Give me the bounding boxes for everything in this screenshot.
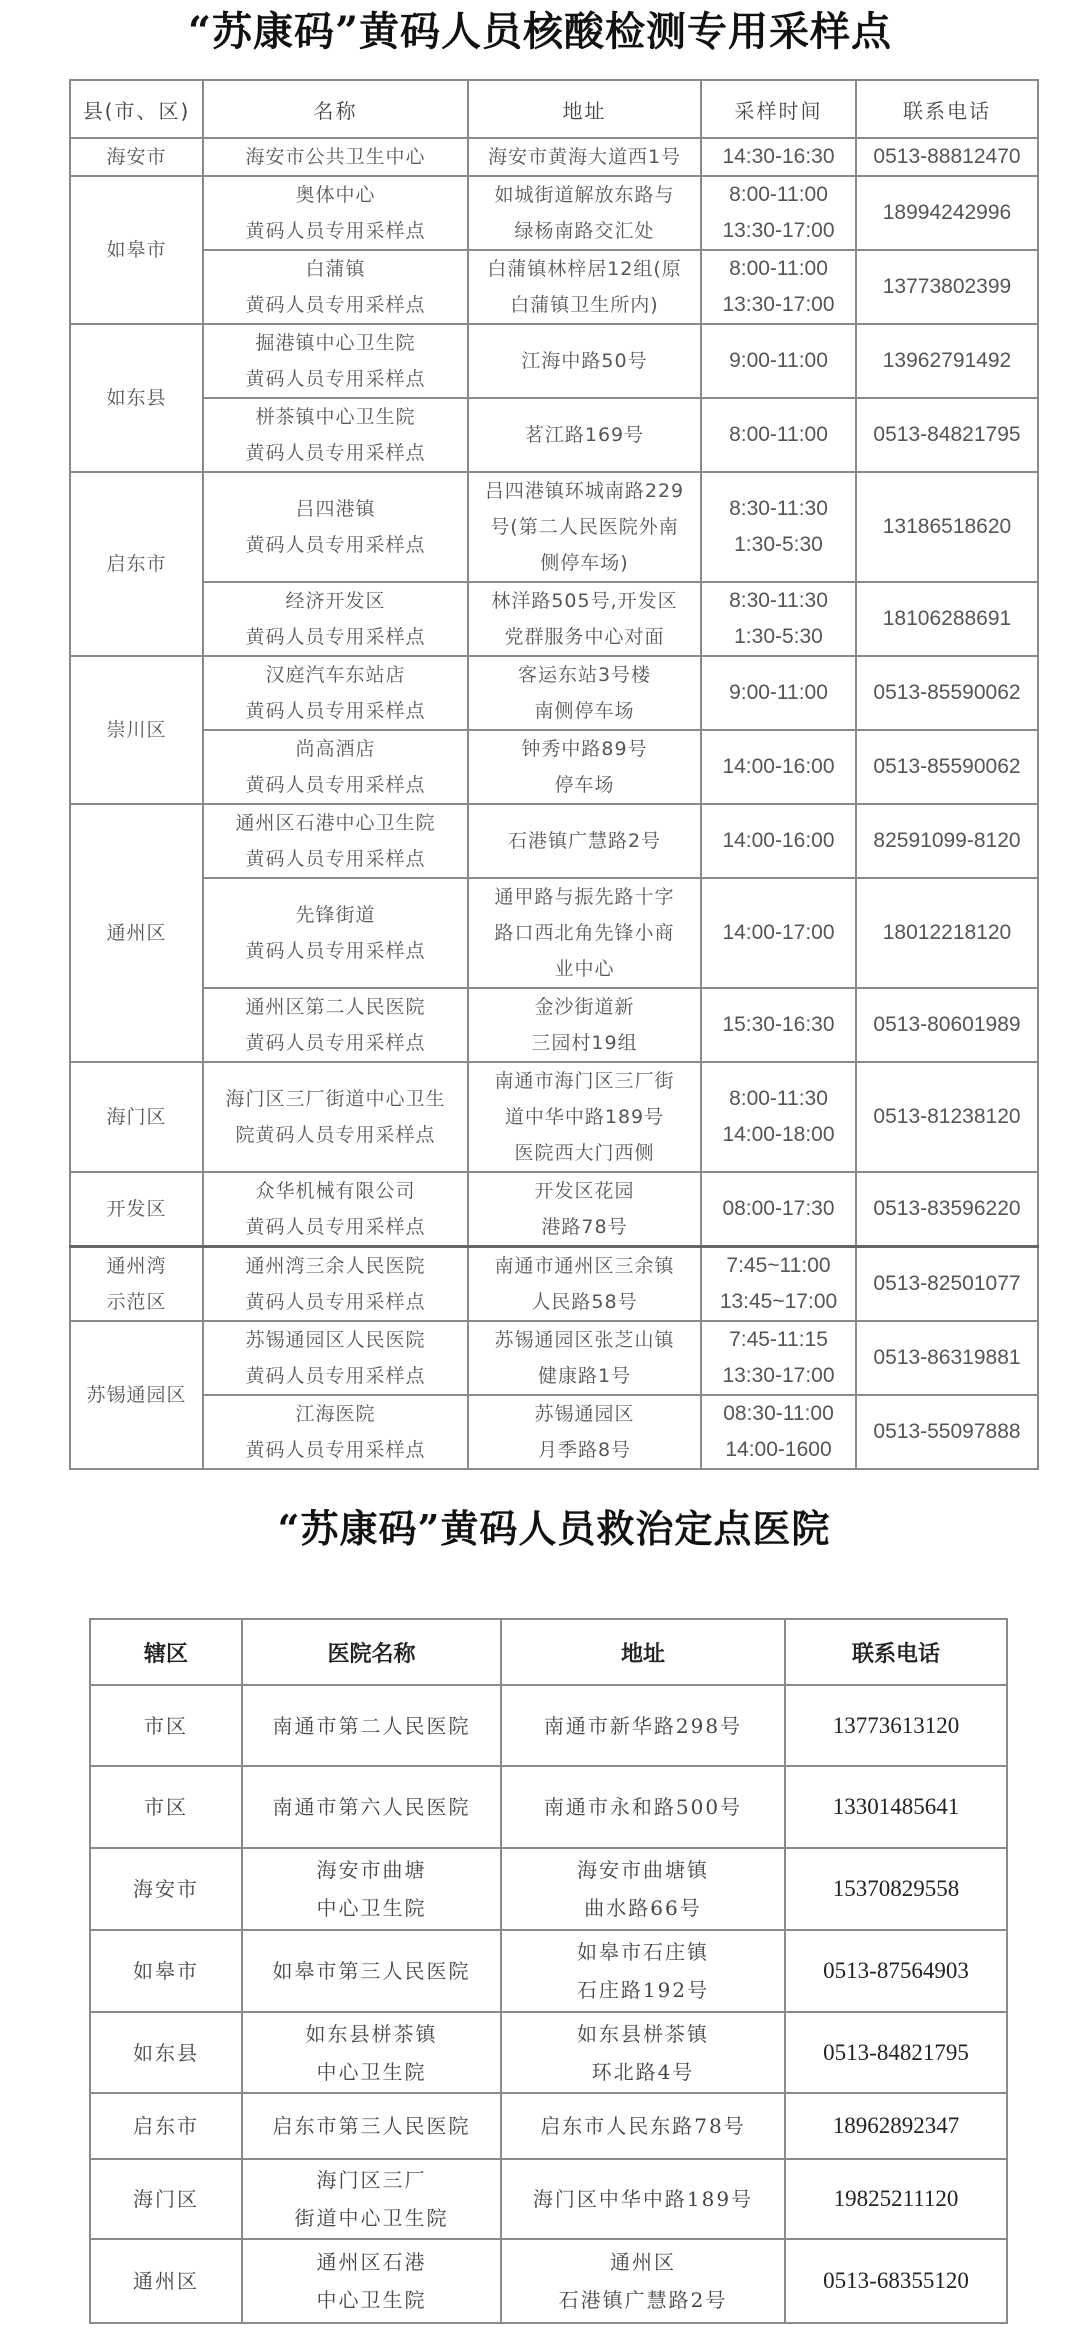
time-line: 13:45~17:00	[719, 1290, 838, 1313]
table-header-row	[90, 1619, 1007, 1685]
address-line: 林洋路505号,开发区	[491, 590, 678, 612]
header-district: 县(市、区)	[70, 80, 203, 138]
time-cell	[701, 176, 856, 250]
address-line: 苏锡通园区	[534, 1403, 635, 1425]
site-name-line: 海门区三厂街道中心卫生	[225, 1088, 446, 1110]
time-line: 15:30-16:30	[722, 1013, 835, 1036]
phone-cell: 0513-85590062	[856, 656, 1038, 730]
district-cell	[70, 1321, 203, 1469]
hospital-name-cell	[242, 1685, 501, 1766]
district-cell: 海门区	[90, 2159, 242, 2239]
time-line: 14:00-17:00	[722, 921, 835, 944]
site-name-line: 白蒲镇	[305, 258, 366, 280]
address-cell	[468, 398, 701, 472]
hospital-name-line: 南通市第二人民医院	[272, 1713, 471, 1738]
phone-cell: 13186518620	[856, 472, 1038, 582]
address-cell	[501, 1685, 785, 1766]
site-name-cell	[203, 138, 468, 176]
hospital-name-line: 中心卫生院	[316, 1896, 427, 1920]
site-name-line: 通州湾三余人民医院	[245, 1255, 426, 1277]
header-address: 地址	[468, 80, 701, 138]
table-row	[70, 176, 1038, 250]
address-line: 业中心	[554, 958, 615, 980]
phone-cell: 13301485641	[785, 1766, 1007, 1848]
district-cell	[70, 472, 203, 656]
address-line: 曲水路66号	[584, 1896, 702, 1920]
phone-cell: 0513-88812470	[856, 138, 1038, 176]
address-cell	[468, 324, 701, 398]
site-name-cell	[203, 988, 468, 1062]
table-row	[90, 1766, 1007, 1848]
address-line: 侧停车场)	[540, 552, 629, 574]
district-cell: 启东市	[90, 2093, 242, 2159]
address-cell	[501, 2012, 785, 2093]
district-cell	[70, 1062, 203, 1172]
time-line: 14:00-18:00	[722, 1123, 835, 1146]
hospital-name-line: 如东县栟茶镇	[305, 2021, 438, 2046]
hospital-name-line: 如皋市第三人民医院	[272, 1959, 471, 1983]
table-row	[70, 1172, 1038, 1247]
address-line: 钟秀中路89号	[521, 738, 648, 760]
hospital-name-line: 通州区石港	[316, 2250, 427, 2274]
site-name-line: 黄码人员专用采样点	[245, 700, 426, 722]
address-line: 号(第二人民医院外南	[490, 516, 679, 538]
time-line: 8:00-11:00	[729, 183, 828, 206]
site-name-cell	[203, 804, 468, 878]
district-cell	[70, 804, 203, 1062]
phone-cell: 18994242996	[856, 176, 1038, 250]
table-row	[90, 2093, 1007, 2159]
hospital-name-cell	[242, 2012, 501, 2093]
table-row	[90, 1930, 1007, 2012]
site-name-line: 江海医院	[295, 1403, 376, 1425]
phone-cell: 82591099-8120	[856, 804, 1038, 878]
address-line: 茗江路169号	[524, 424, 645, 446]
phone-cell: 13773802399	[856, 250, 1038, 324]
site-name-cell	[203, 398, 468, 472]
district-label: 海安市	[106, 146, 167, 168]
district-label: 海门区	[106, 1106, 167, 1128]
hospital-name-cell	[242, 1848, 501, 1930]
table-row	[90, 2012, 1007, 2093]
phone-cell: 0513-55097888	[856, 1395, 1038, 1469]
site-name-line: 黄码人员专用采样点	[245, 940, 426, 962]
district-label: 如皋市	[106, 239, 167, 261]
phone-cell: 0513-81238120	[856, 1062, 1038, 1172]
address-cell	[501, 1930, 785, 2012]
designated-hospitals-table	[89, 1618, 1008, 2324]
address-line: 港路78号	[541, 1216, 628, 1238]
site-name-line: 黄码人员专用采样点	[245, 220, 426, 242]
table-row	[90, 2159, 1007, 2239]
site-name-cell	[203, 1395, 468, 1469]
hospital-name-line: 启东市第三人民医院	[272, 2114, 471, 2138]
site-name-cell	[203, 176, 468, 250]
hospital-name-cell	[242, 2239, 501, 2323]
address-cell	[468, 176, 701, 250]
site-name-line: 汉庭汽车东站店	[265, 664, 406, 686]
district-cell: 海安市	[90, 1848, 242, 1930]
hospital-name-line: 街道中心卫生院	[294, 2206, 449, 2230]
site-name-line: 黄码人员专用采样点	[245, 442, 426, 464]
district-cell	[70, 1247, 203, 1322]
phone-cell: 15370829558	[785, 1848, 1007, 1930]
sampling-sites-table	[69, 79, 1039, 1470]
address-line: 石港镇广慧路2号	[558, 2288, 728, 2312]
table-row	[70, 1062, 1038, 1172]
site-name-cell	[203, 582, 468, 656]
phone-cell: 0513-80601989	[856, 988, 1038, 1062]
hospital-name-line: 南通市第六人民医院	[272, 1795, 471, 1819]
address-line: 如皋市石庄镇	[577, 1940, 709, 1964]
district-label: 通州湾	[106, 1255, 167, 1277]
time-line: 13:30-17:00	[722, 219, 835, 242]
district-cell: 市区	[90, 1766, 242, 1848]
address-line: 白蒲镇卫生所内)	[510, 294, 659, 316]
table-row	[70, 582, 1038, 656]
address-cell	[468, 656, 701, 730]
time-line: 08:00-17:30	[722, 1197, 835, 1220]
table-row	[90, 1685, 1007, 1766]
table-row	[90, 2239, 1007, 2323]
site-name-cell	[203, 250, 468, 324]
time-line: 8:30-11:30	[729, 589, 828, 612]
address-line: 通州区	[610, 2250, 676, 2274]
site-name-line: 苏锡通园区人民医院	[245, 1329, 426, 1351]
address-cell	[468, 988, 701, 1062]
header-hospital-name: 医院名称	[242, 1619, 501, 1685]
site-name-line: 黄码人员专用采样点	[245, 534, 426, 556]
address-line: 海安市黄海大道西1号	[487, 146, 682, 168]
phone-cell: 0513-82501077	[856, 1247, 1038, 1322]
phone-cell: 18106288691	[856, 582, 1038, 656]
site-name-cell	[203, 324, 468, 398]
table-row	[70, 1247, 1038, 1322]
address-line: 健康路1号	[537, 1365, 632, 1387]
address-line: 环北路4号	[591, 2059, 695, 2084]
address-cell	[468, 1321, 701, 1395]
time-cell	[701, 804, 856, 878]
address-line: 启东市人民东路78号	[540, 2114, 746, 2138]
address-cell	[468, 1395, 701, 1469]
table-row	[70, 988, 1038, 1062]
site-name-line: 先锋街道	[295, 904, 376, 926]
time-cell	[701, 324, 856, 398]
time-cell	[701, 988, 856, 1062]
address-line: 南通市通州区三余镇	[494, 1255, 675, 1277]
hospital-name-line: 海安市曲塘	[316, 1858, 427, 1882]
site-name-cell	[203, 878, 468, 988]
phone-cell: 0513-84821795	[856, 398, 1038, 472]
address-cell	[468, 1247, 701, 1322]
district-cell: 如东县	[90, 2012, 242, 2093]
site-name-line: 通州区石港中心卫生院	[235, 812, 436, 834]
time-line: 9:00-11:00	[729, 349, 828, 372]
district-label: 苏锡通园区	[86, 1384, 187, 1406]
address-line: 路口西北角先锋小商	[494, 922, 675, 944]
header-phone: 联系电话	[785, 1619, 1007, 1685]
site-name-cell	[203, 1062, 468, 1172]
table-row	[70, 730, 1038, 804]
table-row	[70, 398, 1038, 472]
district-label: 如东县	[106, 387, 167, 409]
time-line: 13:30-17:00	[722, 293, 835, 316]
time-line: 9:00-11:00	[729, 681, 828, 704]
phone-cell: 18012218120	[856, 878, 1038, 988]
table-row	[70, 878, 1038, 988]
address-line: 停车场	[554, 774, 615, 796]
site-name-cell	[203, 1321, 468, 1395]
time-line: 13:30-17:00	[722, 1364, 835, 1387]
site-name-line: 海安市公共卫生中心	[245, 146, 426, 168]
site-name-line: 黄码人员专用采样点	[245, 294, 426, 316]
table-header-row	[70, 80, 1038, 138]
address-line: 三园村19组	[531, 1032, 638, 1054]
address-cell	[468, 1172, 701, 1247]
time-cell	[701, 878, 856, 988]
district-cell	[70, 1172, 203, 1247]
address-cell	[468, 1062, 701, 1172]
site-name-cell	[203, 730, 468, 804]
address-line: 绿杨南路交汇处	[514, 220, 655, 242]
table-row	[70, 804, 1038, 878]
time-line: 14:00-16:00	[722, 755, 835, 778]
phone-cell: 0513-68355120	[785, 2239, 1007, 2323]
address-line: 人民路58号	[531, 1291, 638, 1313]
address-line: 苏锡通园区张芝山镇	[494, 1329, 675, 1351]
table-row	[70, 250, 1038, 324]
time-line: 7:45-11:15	[729, 1328, 828, 1351]
address-cell	[468, 138, 701, 176]
address-line: 通甲路与振先路十字	[494, 886, 675, 908]
hospital-name-line: 海门区三厂	[316, 2168, 427, 2192]
site-name-cell	[203, 1247, 468, 1322]
address-cell	[468, 582, 701, 656]
time-line: 8:00-11:30	[729, 1087, 828, 1110]
district-cell	[70, 176, 203, 324]
time-cell	[701, 1321, 856, 1395]
phone-cell: 0513-83596220	[856, 1172, 1038, 1247]
phone-cell: 13773613120	[785, 1685, 1007, 1766]
designated-hospitals-title: “苏康码”黄码人员救治定点医院	[277, 1506, 831, 1551]
address-line: 南通市海门区三厂街	[494, 1070, 675, 1092]
site-name-cell	[203, 1172, 468, 1247]
site-name-line: 众华机械有限公司	[255, 1180, 416, 1202]
hospital-name-cell	[242, 1930, 501, 2012]
address-cell	[468, 804, 701, 878]
site-name-line: 黄码人员专用采样点	[245, 1032, 426, 1054]
time-line: 8:00-11:00	[729, 423, 828, 446]
address-cell	[501, 2159, 785, 2239]
site-name-line: 黄码人员专用采样点	[245, 368, 426, 390]
time-line: 8:30-11:30	[729, 497, 828, 520]
site-name-line: 黄码人员专用采样点	[245, 1365, 426, 1387]
time-cell	[701, 138, 856, 176]
phone-cell: 0513-85590062	[856, 730, 1038, 804]
district-cell: 市区	[90, 1685, 242, 1766]
time-cell	[701, 250, 856, 324]
site-name-line: 黄码人员专用采样点	[245, 1439, 426, 1461]
address-cell	[501, 1848, 785, 1930]
time-cell	[701, 582, 856, 656]
phone-cell: 0513-86319881	[856, 1321, 1038, 1395]
site-name-line: 尚高酒店	[295, 738, 376, 760]
district-cell	[70, 656, 203, 804]
site-name-line: 掘港镇中心卫生院	[255, 332, 416, 354]
address-line: 如城街道解放东路与	[494, 184, 675, 206]
phone-cell: 13962791492	[856, 324, 1038, 398]
time-line: 14:30-16:30	[722, 145, 835, 168]
phone-cell: 19825211120	[785, 2159, 1007, 2239]
address-line: 江海中路50号	[521, 350, 648, 372]
sampling-sites-title: “苏康码”黄码人员核酸检测专用采样点	[187, 8, 892, 55]
address-line: 开发区花园	[534, 1180, 635, 1202]
site-name-line: 经济开发区	[285, 590, 386, 612]
time-line: 14:00-16:00	[722, 829, 835, 852]
address-line: 石港镇广慧路2号	[507, 830, 662, 852]
table-row	[70, 138, 1038, 176]
table-row	[70, 324, 1038, 398]
header-phone: 联系电话	[856, 80, 1038, 138]
time-cell	[701, 1395, 856, 1469]
address-line: 石庄路192号	[576, 1978, 710, 2002]
site-name-line: 黄码人员专用采样点	[245, 848, 426, 870]
time-cell	[701, 472, 856, 582]
time-cell	[701, 730, 856, 804]
header-time: 采样时间	[701, 80, 856, 138]
table-row	[70, 1395, 1038, 1469]
address-line: 南通市永和路500号	[543, 1795, 743, 1819]
district-cell	[70, 324, 203, 472]
time-cell	[701, 1062, 856, 1172]
address-line: 海门区中华中路189号	[532, 2187, 754, 2211]
address-cell	[468, 730, 701, 804]
district-label: 崇川区	[106, 719, 167, 741]
table-row	[70, 656, 1038, 730]
time-cell	[701, 656, 856, 730]
phone-cell: 0513-87564903	[785, 1930, 1007, 2012]
hospital-name-cell	[242, 1766, 501, 1848]
site-name-line: 吕四港镇	[295, 498, 376, 520]
hospital-name-cell	[242, 2093, 501, 2159]
time-line: 8:00-11:00	[729, 257, 828, 280]
district-label: 通州区	[106, 922, 167, 944]
address-cell	[501, 2093, 785, 2159]
hospital-name-cell	[242, 2159, 501, 2239]
address-cell	[468, 878, 701, 988]
address-line: 金沙街道新	[534, 996, 635, 1018]
time-cell	[701, 398, 856, 472]
address-line: 月季路8号	[537, 1439, 632, 1461]
hospital-name-line: 中心卫生院	[316, 2288, 427, 2312]
district-cell	[70, 138, 203, 176]
site-name-line: 院黄码人员专用采样点	[235, 1124, 436, 1146]
time-line: 7:45~11:00	[726, 1254, 831, 1277]
site-name-line: 黄码人员专用采样点	[245, 1216, 426, 1238]
header-district: 辖区	[90, 1619, 242, 1685]
district-label: 示范区	[106, 1291, 167, 1313]
time-line: 08:30-11:00	[723, 1402, 834, 1425]
site-name-line: 奥体中心	[295, 184, 376, 206]
address-line: 客运东站3号楼	[517, 664, 652, 686]
time-cell	[701, 1247, 856, 1322]
address-line: 道中华中路189号	[504, 1106, 665, 1128]
district-label: 开发区	[106, 1198, 167, 1220]
hospital-name-line: 中心卫生院	[316, 2059, 427, 2084]
time-line: 14:00-1600	[725, 1438, 832, 1461]
district-cell: 通州区	[90, 2239, 242, 2323]
site-name-cell	[203, 656, 468, 730]
time-line: 1:30-5:30	[734, 533, 823, 556]
address-line: 南通市新华路298号	[543, 1713, 743, 1738]
address-line: 海安市曲塘镇	[577, 1858, 709, 1882]
address-line: 南侧停车场	[534, 700, 635, 722]
site-name-cell	[203, 472, 468, 582]
table-row	[70, 1321, 1038, 1395]
phone-cell: 0513-84821795	[785, 2012, 1007, 2093]
address-line: 党群服务中心对面	[504, 626, 665, 648]
address-line: 吕四港镇环城南路229	[484, 480, 685, 502]
site-name-line: 黄码人员专用采样点	[245, 1291, 426, 1313]
site-name-line: 通州区第二人民医院	[245, 996, 426, 1018]
district-label: 启东市	[106, 553, 167, 575]
header-address: 地址	[501, 1619, 785, 1685]
phone-cell: 18962892347	[785, 2093, 1007, 2159]
site-name-line: 栟茶镇中心卫生院	[255, 406, 416, 428]
address-line: 如东县栟茶镇	[577, 2021, 709, 2046]
table-row	[70, 472, 1038, 582]
address-cell	[468, 250, 701, 324]
header-name: 名称	[203, 80, 468, 138]
site-name-line: 黄码人员专用采样点	[245, 774, 426, 796]
address-cell	[468, 472, 701, 582]
address-line: 白蒲镇林梓居12组(原	[487, 258, 682, 280]
time-line: 1:30-5:30	[734, 625, 823, 648]
table-row	[90, 1848, 1007, 1930]
address-line: 医院西大门西侧	[514, 1142, 655, 1164]
address-cell	[501, 2239, 785, 2323]
site-name-line: 黄码人员专用采样点	[245, 626, 426, 648]
district-cell: 如皋市	[90, 1930, 242, 2012]
time-cell	[701, 1172, 856, 1247]
address-cell	[501, 1766, 785, 1848]
